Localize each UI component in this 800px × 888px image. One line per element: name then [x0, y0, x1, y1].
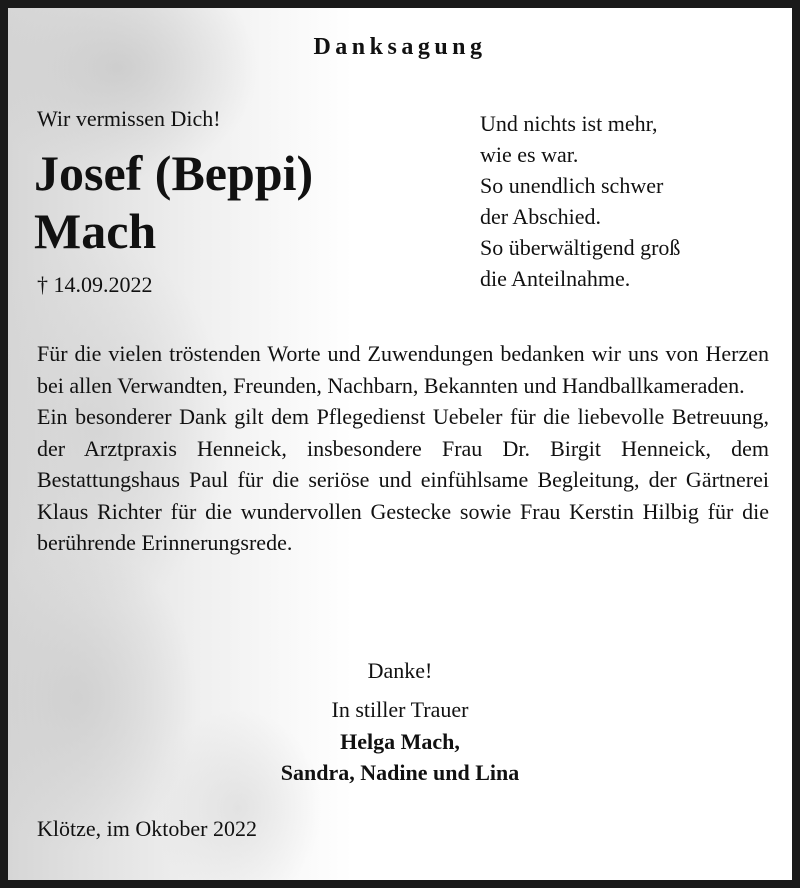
- poem-line: Und nichts ist mehr,: [480, 111, 658, 136]
- notice-title: Danksagung: [313, 34, 487, 60]
- mourners-line-1: Helga Mach,: [340, 729, 460, 754]
- thanks-word: Danke!: [367, 658, 433, 683]
- body-paragraph-1: Für die vielen tröstenden Worte und Zuwendungen bedanken wir uns von Herzen bei allen Verwandten, Freunden, Nachbarn, Bekannten und Handballkameraden.: [37, 341, 769, 398]
- mourners-line-2: Sandra, Nadine und Lina: [280, 760, 520, 785]
- death-date: † 14.09.2022: [37, 272, 153, 297]
- deceased-name-line-1: Josef (Beppi): [34, 145, 314, 201]
- deceased-name-line-2: Mach: [34, 203, 157, 259]
- poem-line: wie es war.: [480, 142, 579, 167]
- deceased-name: [34, 144, 313, 260]
- obituary-card: [8, 8, 792, 880]
- body-paragraph-2: Ein besonderer Dank gilt dem Pflegedienst Uebeler für die liebevolle Betreuung, der Arztpraxis Henneick, insbesondere Frau Dr. Birgit Henneick, dem Bestattungshaus Paul für die seriöse und einfühlsame Begleitung, der Gärtnerei Klaus Richter für die wundervollen Gestecke sowie Frau Kerstin Hilbig für die berührende Erinnerungsrede.: [37, 404, 769, 555]
- thanks-body: [37, 338, 769, 559]
- mourners: [8, 726, 792, 788]
- poem: [480, 108, 680, 294]
- intro-text: Wir vermissen Dich!: [37, 106, 221, 131]
- poem-line: die Anteilnahme.: [480, 266, 631, 291]
- place-date: Klötze, im Oktober 2022: [37, 816, 257, 841]
- poem-line: So unendlich schwer: [480, 173, 664, 198]
- mourning-line: In stiller Trauer: [331, 697, 469, 722]
- poem-line: So überwältigend groß: [480, 235, 681, 260]
- poem-line: der Abschied.: [480, 204, 601, 229]
